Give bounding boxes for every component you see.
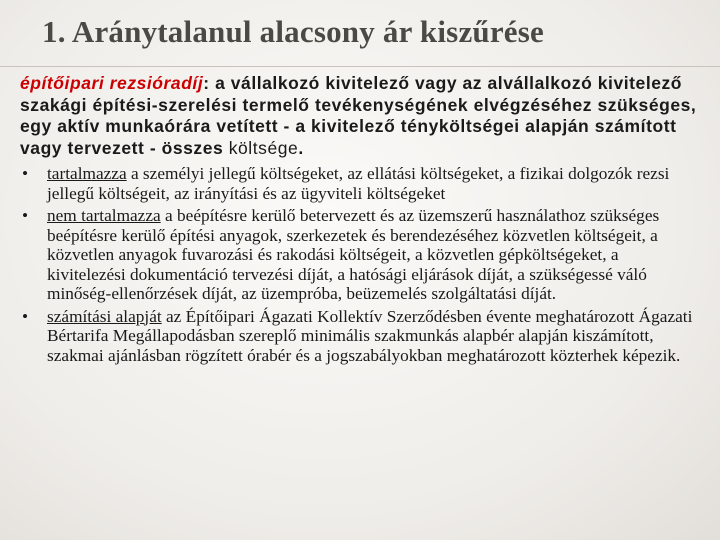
definition-last-word: költsége: [228, 137, 299, 158]
bullet-text: az Építőipari Ágazati Kollektív Szerződésben évente meghatározott Ágazati Bértarifa Megállapodásban szereplő minimális szakmunkás alapbér alapján kiszámított, szakmai ajánlásban rögzített órabér és a jogszabályokban meghatározott közterhek képezik.: [47, 306, 693, 365]
slide-title: 1. Aránytalanul alacsony ár kiszűrése: [42, 14, 544, 49]
bullet-keyword: nem tartalmazza: [47, 206, 161, 225]
bullet-item-calculation-basis: [20, 307, 700, 366]
bullet-text: a beépítésre kerülő betervezett és az üzemszerű használathoz szükséges beépítésre kerülő építési anyagok, szerkezetek és berendezéséhez közvetlen költségeit, a közvetlen anyagok fuvarozási és rakodási költségeit, a közvetlen gépköltségeket, a kivitelezési dokumentáció tervezési díját, a hatósági eljárások díját, a szükségessé váló minőség-ellenőrzések díját, az üzempróba, beüzemelés szolgáltatási díját.: [47, 206, 660, 303]
bullet-keyword: tartalmazza: [47, 164, 127, 183]
bullet-icon: •: [22, 206, 29, 225]
title-divider: [0, 66, 720, 67]
bullet-icon: •: [22, 306, 29, 326]
definition-paragraph: [20, 73, 700, 159]
slide-content: [20, 73, 700, 368]
bullet-list: [20, 164, 700, 365]
bullet-text: a személyi jellegű költségeket, az ellátási költségeket, a fizikai dolgozók rezsi jellegű költségeit, az irányítási és az ügyviteli költségeket: [47, 164, 670, 203]
bullet-keyword: számítási alapját: [47, 306, 162, 326]
definition-body: a vállalkozó kivitelező vagy az alvállalkozó kivitelező szakági építési-szerelési termelő tevékenységének elvégzéséhez szükséges, egy aktív munkaórára vetített - a kivitelező tényköltségei alapján számított vagy tervezett - összes: [20, 73, 697, 158]
bullet-item-excludes: [20, 206, 700, 304]
bullet-item-includes: [20, 164, 700, 203]
bullet-icon: •: [22, 164, 29, 183]
definition-colon: :: [203, 73, 210, 93]
definition-end: .: [298, 137, 304, 158]
defined-term: építőipari rezsióradíj: [20, 73, 204, 93]
